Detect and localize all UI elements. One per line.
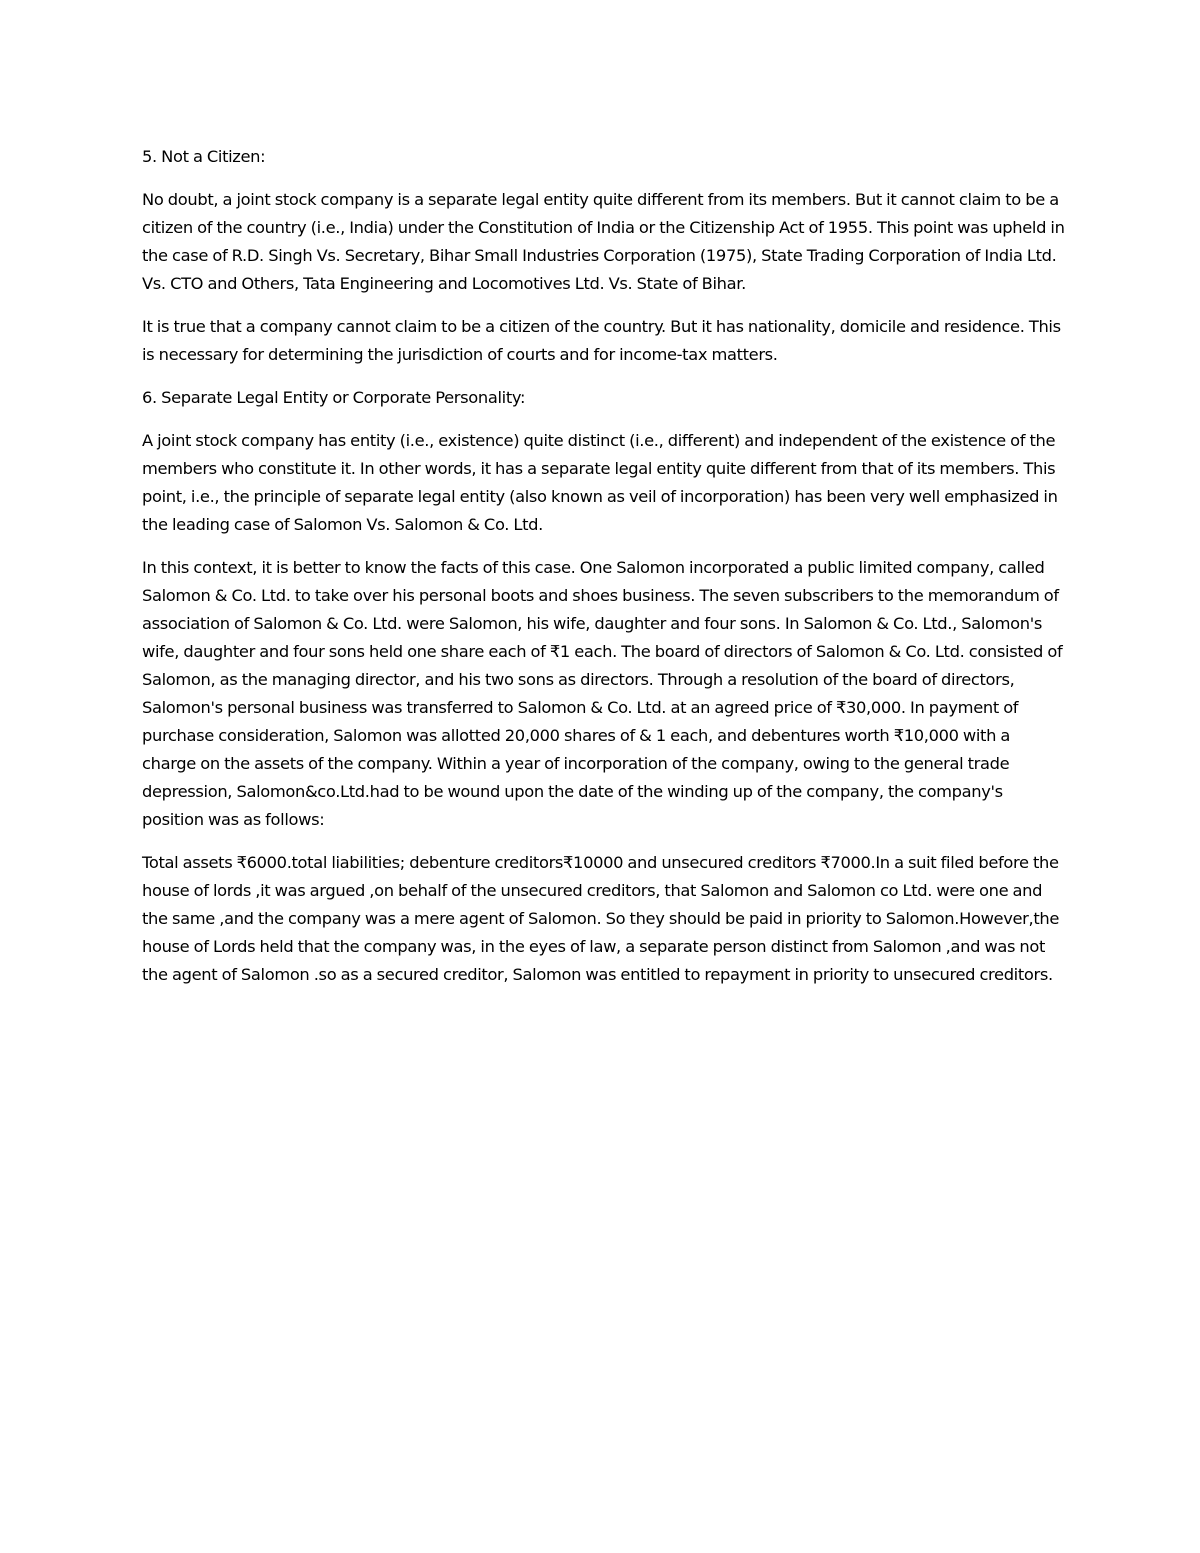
paragraph-nationality: It is true that a company cannot claim to be a citizen of the country. But it has nationality, domicile and residence. This is necessary for determining the jurisdiction of courts and for income-tax matters. (142, 317, 1061, 364)
paragraph-salomon-facts: In this context, it is better to know the facts of this case. One Salomon incorporated a public limited company, called Salomon & Co. Ltd. to take over his personal boots and shoes business. The seven subscribers to the memorandum of association of Salomon & Co. Ltd. were Salomon, his wife, daughter and four sons. In Salomon & Co. Ltd., Salomon's wife, daughter and four sons held one share each of ₹1 each. The board of directors of Salomon & Co. Ltd. consisted of Salomon, as the managing director, and his two sons as directors. Through a resolution of the board of directors, Salomon's personal business was transferred to Salomon & Co. Ltd. at an agreed price of ₹30,000. In payment of purchase consideration, Salomon was allotted 20,000 shares of & 1 each, and debentures worth ₹10,000 with a charge on the assets of the company. Within a year of incorporation of the company, owing to the general trade depression, Salomon&co.Ltd.had to be wound upon the date of the winding up of the company, the company's position was as follows: (142, 558, 1063, 829)
paragraph-salomon-judgment: Total assets ₹6000.total liabilities; debenture creditors₹10000 and unsecured creditors ₹7000.In a suit filed before the house of lords ,it was argued ,on behalf of the unsecured creditors, that Salomon and Salomon co Ltd. were one and the same ,and the company was a mere agent of Salomon. So they should be paid in priority to Salomon.However,the house of Lords held that the company was, in the eyes of law, a separate person distinct from Salomon ,and was not the agent of Salomon .so as a secured creditor, Salomon was entitled to repayment in priority to unsecured creditors. (142, 853, 1060, 984)
paragraph-separate-entity: A joint stock company has entity (i.e., existence) quite distinct (i.e., different) and independent of the existence of the members who constitute it. In other words, it has a separate legal entity quite different from that of its members. This point, i.e., the principle of separate legal entity (also known as veil of incorporation) has been very well emphasized in the leading case of Salomon Vs. Salomon & Co. Ltd. (142, 431, 1058, 534)
section-heading-not-a-citizen: 5. Not a Citizen: (142, 147, 266, 166)
section-heading-separate-legal-entity: 6. Separate Legal Entity or Corporate Personality: (142, 388, 526, 407)
document-body (142, 143, 1067, 1004)
paragraph-citizenship: No doubt, a joint stock company is a separate legal entity quite different from its members. But it cannot claim to be a citizen of the country (i.e., India) under the Constitution of India or the Citizenship Act of 1955. This point was upheld in the case of R.D. Singh Vs. Secretary, Bihar Small Industries Corporation (1975), State Trading Corporation of India Ltd. Vs. CTO and Others, Tata Engineering and Locomotives Ltd. Vs. State of Bihar. (142, 190, 1065, 293)
